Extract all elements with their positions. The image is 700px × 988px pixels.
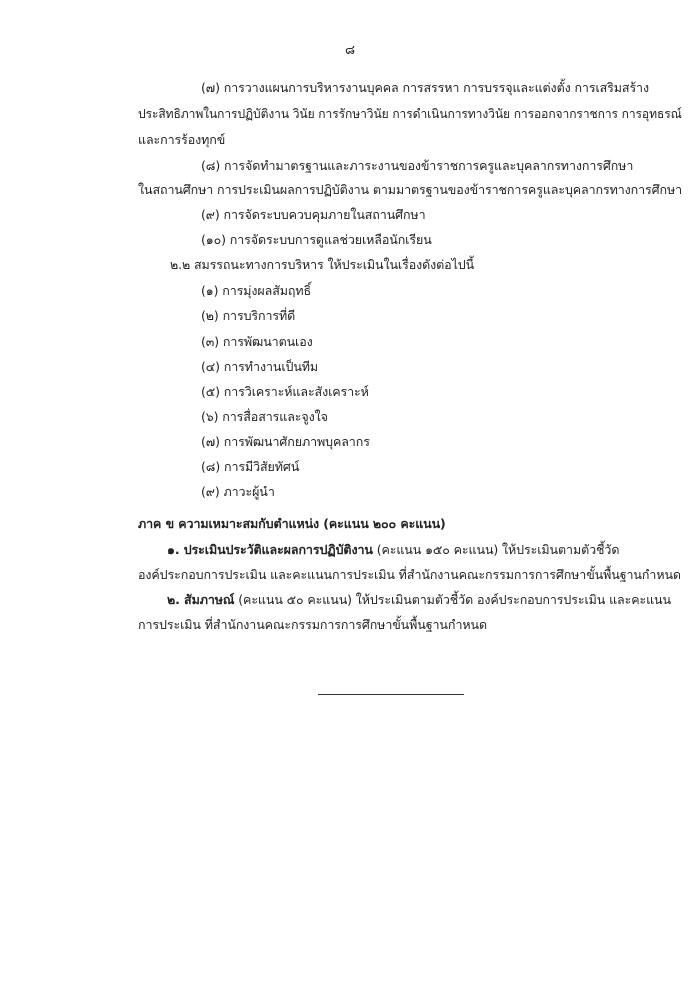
item-9: (๙) การจัดระบบควบคุมภายในสถานศึกษา	[201, 207, 426, 222]
item-7-line-2: ประสิทธิภาพในการปฏิบัติงาน วินัย การรักษาวินัย การดำเนินการทางวินัย การออกจากราชการ การอุทธรณ์	[138, 106, 682, 121]
competency-item-4: (๔) การทำงานเป็นทีม	[201, 359, 319, 374]
part-b-item-1-line-2: องค์ประกอบการประเมิน และคะแนนการประเมิน ที่สำนักงานคณะกรรมการการศึกษาขั้นพื้นฐานกำหนด	[138, 567, 681, 582]
part-b-item-2-title: ๒. สัมภาษณ์	[167, 592, 235, 607]
competency-item-9: (๙) ภาวะผู้นำ	[201, 484, 275, 499]
item-10: (๑๐) การจัดระบบการดูแลช่วยเหลือนักเรียน	[201, 232, 432, 247]
competency-item-7: (๗) การพัฒนาศักยภาพบุคลากร	[201, 434, 370, 449]
part-b-item-1-text: (คะแนน ๑๕๐ คะแนน) ให้ประเมินตามตัวชี้วัด	[372, 542, 620, 557]
end-rule	[318, 694, 464, 695]
part-b-item-1-title: ๑. ประเมินประวัติและผลการปฏิบัติงาน	[167, 542, 373, 557]
competency-item-2: (๒) การบริการที่ดี	[201, 308, 296, 323]
competency-item-5: (๕) การวิเคราะห์และสังเคราะห์	[201, 384, 369, 399]
item-8-line-1: (๘) การจัดทำมาตรฐานและภาระงานของข้าราชการครูและบุคลากรทางการศึกษา	[201, 158, 634, 173]
competency-item-3: (๓) การพัฒนาตนเอง	[201, 334, 313, 349]
competency-item-8: (๘) การมีวิสัยทัศน์	[201, 459, 300, 474]
part-b-heading: ภาค ข ความเหมาะสมกับตำแหน่ง (คะแนน ๒๐๐ คะแนน)	[138, 516, 446, 531]
part-b-item-1-line-1	[167, 542, 619, 558]
competency-item-1: (๑) การมุ่งผลสัมฤทธิ์	[201, 283, 311, 298]
section-2-2-heading: ๒.๒ สมรรถนะทางการบริหาร ให้ประเมินในเรื่องดังต่อไปนี้	[170, 257, 475, 272]
part-b-item-2-text: (คะแนน ๕๐ คะแนน) ให้ประเมินตามตัวชี้วัด องค์ประกอบการประเมิน และคะแนน	[234, 592, 671, 607]
item-7-line-1: (๗) การวางแผนการบริหารงานบุคคล การสรรหา การบรรจุและแต่งตั้ง การเสริมสร้าง	[201, 80, 649, 95]
competency-item-6: (๖) การสื่อสารและจูงใจ	[201, 409, 328, 424]
item-8-line-2: ในสถานศึกษา การประเมินผลการปฏิบัติงาน ตามมาตรฐานของข้าราชการครูและบุคลากรทางการศึกษา	[138, 182, 683, 197]
page-number: ๘	[344, 43, 356, 58]
item-7-line-3: และการร้องทุกข์	[138, 132, 226, 147]
part-b-item-2-line-2: การประเมิน ที่สำนักงานคณะกรรมการการศึกษาขั้นพื้นฐานกำหนด	[138, 617, 487, 632]
part-b-item-2-line-1	[167, 592, 671, 608]
